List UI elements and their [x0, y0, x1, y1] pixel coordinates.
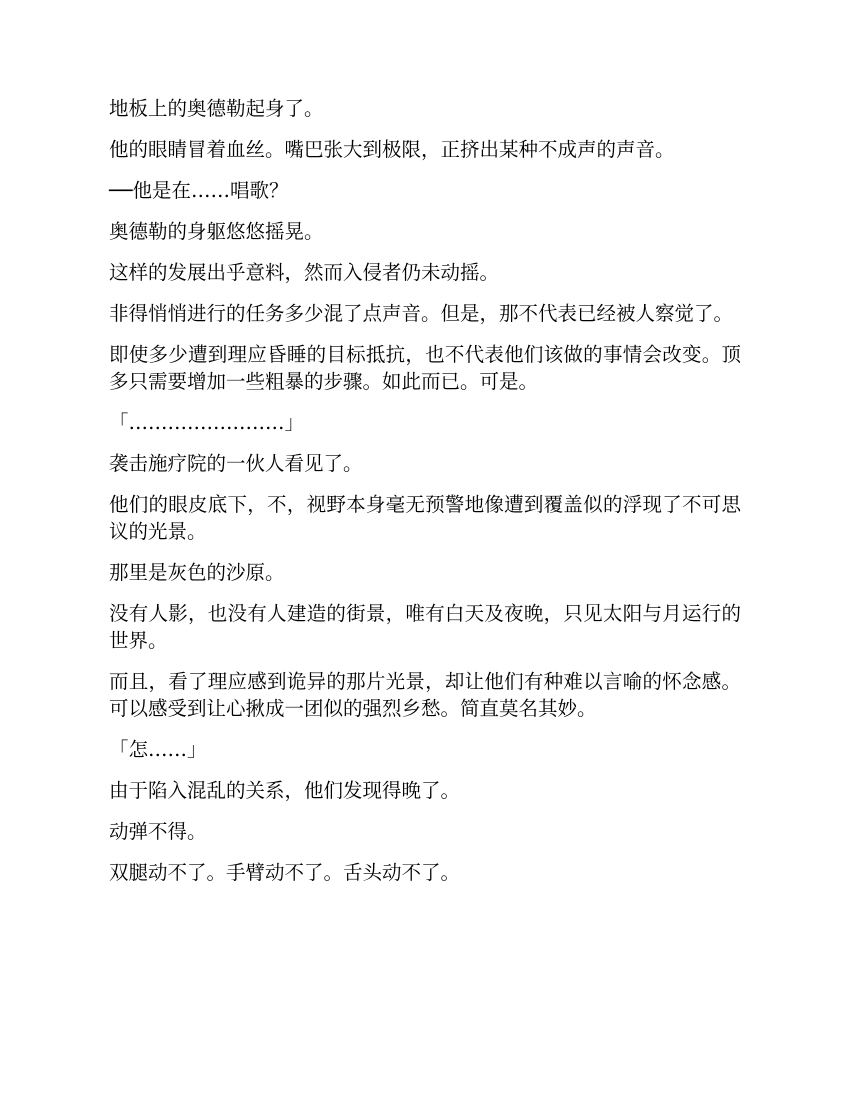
paragraph: 双腿动不了。手臂动不了。舌头动不了。 — [109, 861, 461, 884]
paragraph: 他的眼睛冒着血丝。嘴巴张大到极限，正挤出某种不成声的声音。 — [109, 138, 675, 161]
paragraph: 地板上的奥德勒起身了。 — [109, 97, 324, 120]
paragraph: ──他是在……唱歌？ — [109, 179, 289, 202]
paragraph: 非得悄悄进行的任务多少混了点声音。但是，那不代表已经被人察觉了。 — [109, 302, 734, 325]
paragraph: 而且，看了理应感到诡异的那片光景，却让他们有种难以言喻的怀念感。可以感受到让心揪成一团似的强烈乡愁。简直莫名其妙。 — [109, 670, 741, 720]
paragraph: 奥德勒的身躯悠悠摇晃。 — [109, 220, 324, 243]
paragraph: 这样的发展出乎意料，然而入侵者仍未动摇。 — [109, 261, 500, 284]
paragraph: 袭击施疗院的一伙人看见了。 — [109, 452, 363, 475]
paragraph: 即使多少遭到理应昏睡的目标抵抗，也不代表他们该做的事情会改变。顶多只需要增加一些粗暴的步骤。如此而已。可是。 — [109, 343, 741, 393]
paragraph: 「……………………」 — [109, 411, 305, 434]
paragraph: 由于陷入混乱的关系，他们发现得晚了。 — [109, 779, 461, 802]
paragraph: 没有人影，也没有人建造的街景，唯有白天及夜晚，只见太阳与月运行的世界。 — [109, 602, 741, 652]
paragraph: 「怎……」 — [109, 738, 207, 761]
body-text — [109, 95, 741, 900]
paragraph: 那里是灰色的沙原。 — [109, 561, 285, 584]
paragraph: 动弹不得。 — [109, 820, 207, 843]
paragraph: 他们的眼皮底下，不，视野本身毫无预警地像遭到覆盖似的浮现了不可思议的光景。 — [109, 493, 741, 543]
